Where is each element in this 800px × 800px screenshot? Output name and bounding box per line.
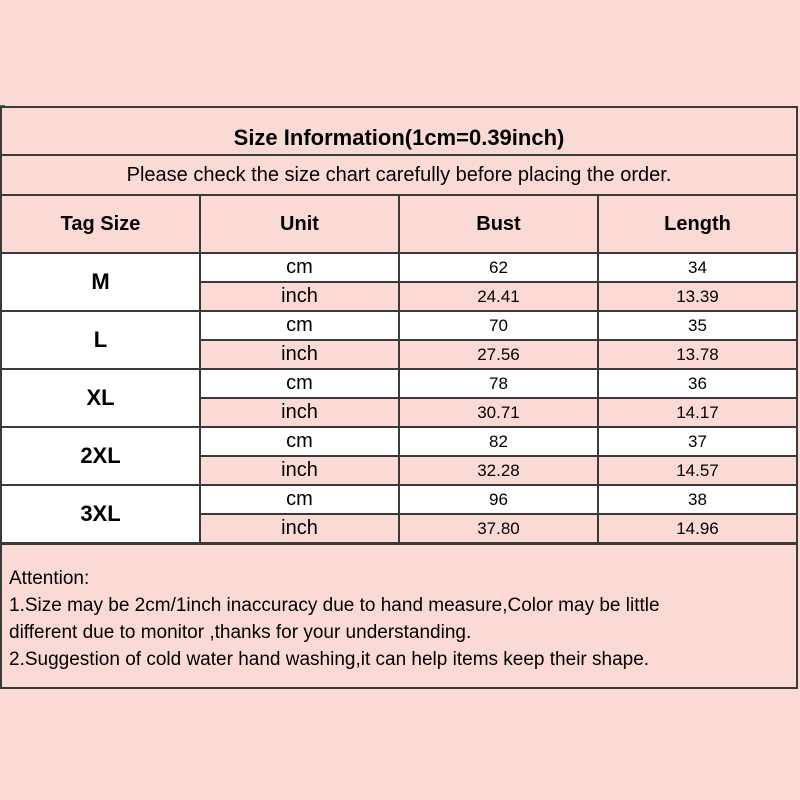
bust-inch-value: 30.71 (399, 398, 598, 427)
bust-inch-value: 24.41 (399, 282, 598, 311)
size-row-cm (1, 311, 797, 340)
size-table (0, 106, 798, 689)
length-cm-value: 36 (598, 369, 797, 398)
size-row-cm (1, 427, 797, 456)
length-cm-value: 34 (598, 253, 797, 282)
unit-cm-label: cm (200, 253, 399, 282)
unit-cm-label: cm (200, 369, 399, 398)
length-inch-value: 13.78 (598, 340, 797, 369)
bust-inch-value: 27.56 (399, 340, 598, 369)
unit-cm-label: cm (200, 311, 399, 340)
length-cm-value: 37 (598, 427, 797, 456)
column-header-tag-size: Tag Size (1, 195, 200, 253)
title-row (1, 107, 797, 155)
table-subtitle: Please check the size chart carefully before placing the order. (1, 155, 797, 195)
tag-size-cell: XL (1, 369, 200, 427)
tag-size-cell: 3XL (1, 485, 200, 544)
attention-lines (9, 592, 788, 673)
unit-inch-label: inch (200, 340, 399, 369)
bust-cm-value: 82 (399, 427, 598, 456)
table-head-rows (1, 107, 797, 253)
unit-inch-label: inch (200, 456, 399, 485)
attention-row (1, 544, 797, 689)
tag-size-cell: 2XL (1, 427, 200, 485)
subtitle-row (1, 155, 797, 195)
length-inch-value: 14.96 (598, 514, 797, 544)
attention-line: 2.Suggestion of cold water hand washing,it can help items keep their shape. (9, 649, 650, 670)
bust-inch-value: 32.28 (399, 456, 598, 485)
column-header-unit: Unit (200, 195, 399, 253)
tag-size-cell: L (1, 311, 200, 369)
tag-size-cell: M (1, 253, 200, 311)
unit-inch-label: inch (200, 398, 399, 427)
bust-cm-value: 96 (399, 485, 598, 514)
length-inch-value: 14.17 (598, 398, 797, 427)
size-rows (1, 253, 797, 544)
column-header-length: Length (598, 195, 797, 253)
length-inch-value: 13.39 (598, 282, 797, 311)
unit-inch-label: inch (200, 282, 399, 311)
header-row (1, 195, 797, 253)
attention-line: 1.Size may be 2cm/1inch inaccuracy due to hand measure,Color may be little (9, 595, 660, 616)
bust-cm-value: 78 (399, 369, 598, 398)
bust-cm-value: 62 (399, 253, 598, 282)
bust-cm-value: 70 (399, 311, 598, 340)
unit-cm-label: cm (200, 485, 399, 514)
length-cm-value: 35 (598, 311, 797, 340)
table-foot-rows (1, 544, 797, 689)
bust-inch-value: 37.80 (399, 514, 598, 544)
attention-line: different due to monitor ,thanks for your understanding. (9, 622, 472, 643)
attention-block (1, 544, 797, 689)
size-row-cm (1, 485, 797, 514)
attention-heading: Attention: (9, 568, 90, 589)
column-header-bust: Bust (399, 195, 598, 253)
size-row-cm (1, 369, 797, 398)
table-title: Size Information(1cm=0.39inch) (1, 107, 797, 155)
unit-inch-label: inch (200, 514, 399, 544)
size-row-cm (1, 253, 797, 282)
unit-cm-label: cm (200, 427, 399, 456)
length-cm-value: 38 (598, 485, 797, 514)
length-inch-value: 14.57 (598, 456, 797, 485)
